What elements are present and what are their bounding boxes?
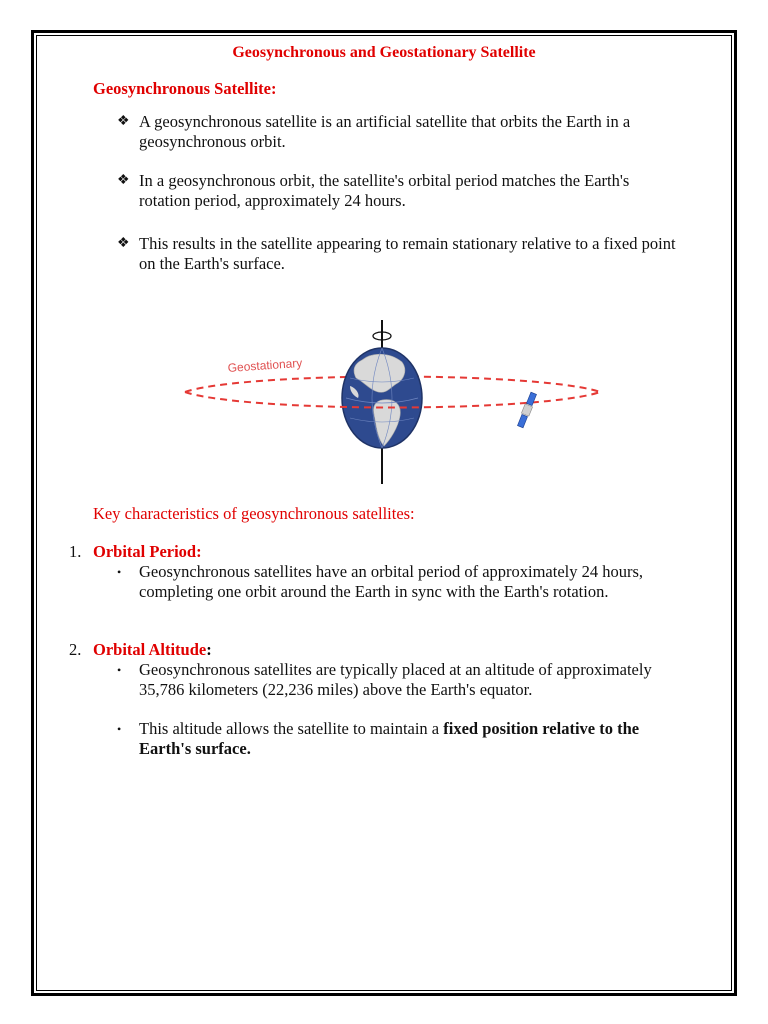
bullet-text: A geosynchronous satellite is an artificial satellite that orbits the Earth in a geosynchronous orbit. [139, 112, 631, 151]
item-label: Orbital Altitude [93, 640, 207, 659]
list-item-text [139, 719, 662, 759]
page-title: Geosynchronous and Geostationary Satellite [232, 44, 536, 61]
key-characteristics-heading: Key characteristics of geosynchronous satellites: [93, 504, 415, 523]
bullet-item [117, 171, 677, 211]
item-number: 2. [69, 640, 82, 659]
bullet-text: In a geosynchronous orbit, the satellite's orbital period matches the Earth's rotation period, approximately 24 hours. [139, 171, 630, 210]
bullet-dot-icon: • [117, 663, 122, 677]
diamond-bullet-icon: ❖ [117, 114, 130, 129]
list-item [117, 660, 662, 700]
item-label: Orbital Period: [93, 542, 202, 561]
list-item [117, 719, 662, 759]
numbered-item-heading [69, 640, 212, 660]
list-item-text: Geosynchronous satellites have an orbital period of approximately 24 hours, completing one orbit around the Earth in sync with the Earth's rotation. [139, 562, 644, 601]
geostationary-orbit-diagram [150, 300, 630, 490]
bullet-item [117, 234, 677, 274]
bullet-item [117, 112, 677, 152]
section-heading: Geosynchronous Satellite: [93, 79, 277, 98]
item-number: 1. [69, 542, 82, 561]
item-label-suffix: : [206, 640, 212, 659]
satellite-icon [517, 392, 538, 428]
bullet-dot-icon: • [117, 565, 122, 579]
list-item-text: Geosynchronous satellites are typically placed at an altitude of approximately 35,786 kilometers (22,236 miles) above the Earth's equator. [139, 660, 652, 699]
numbered-item-heading [69, 542, 202, 562]
bullet-dot-icon: • [117, 722, 122, 736]
orbit-label: Geostationary [227, 355, 303, 375]
diamond-bullet-icon: ❖ [117, 173, 130, 188]
bullet-text: This results in the satellite appearing to remain stationary relative to a fixed point on the Earth's surface. [139, 234, 676, 273]
list-item [117, 562, 662, 602]
diamond-bullet-icon: ❖ [117, 236, 130, 251]
list-item-bold-text: fixed position relative to the Earth's surface. [139, 719, 640, 758]
list-item-plain-text: This altitude allows the satellite to maintain a [139, 719, 444, 738]
earth-globe-icon [342, 348, 422, 448]
